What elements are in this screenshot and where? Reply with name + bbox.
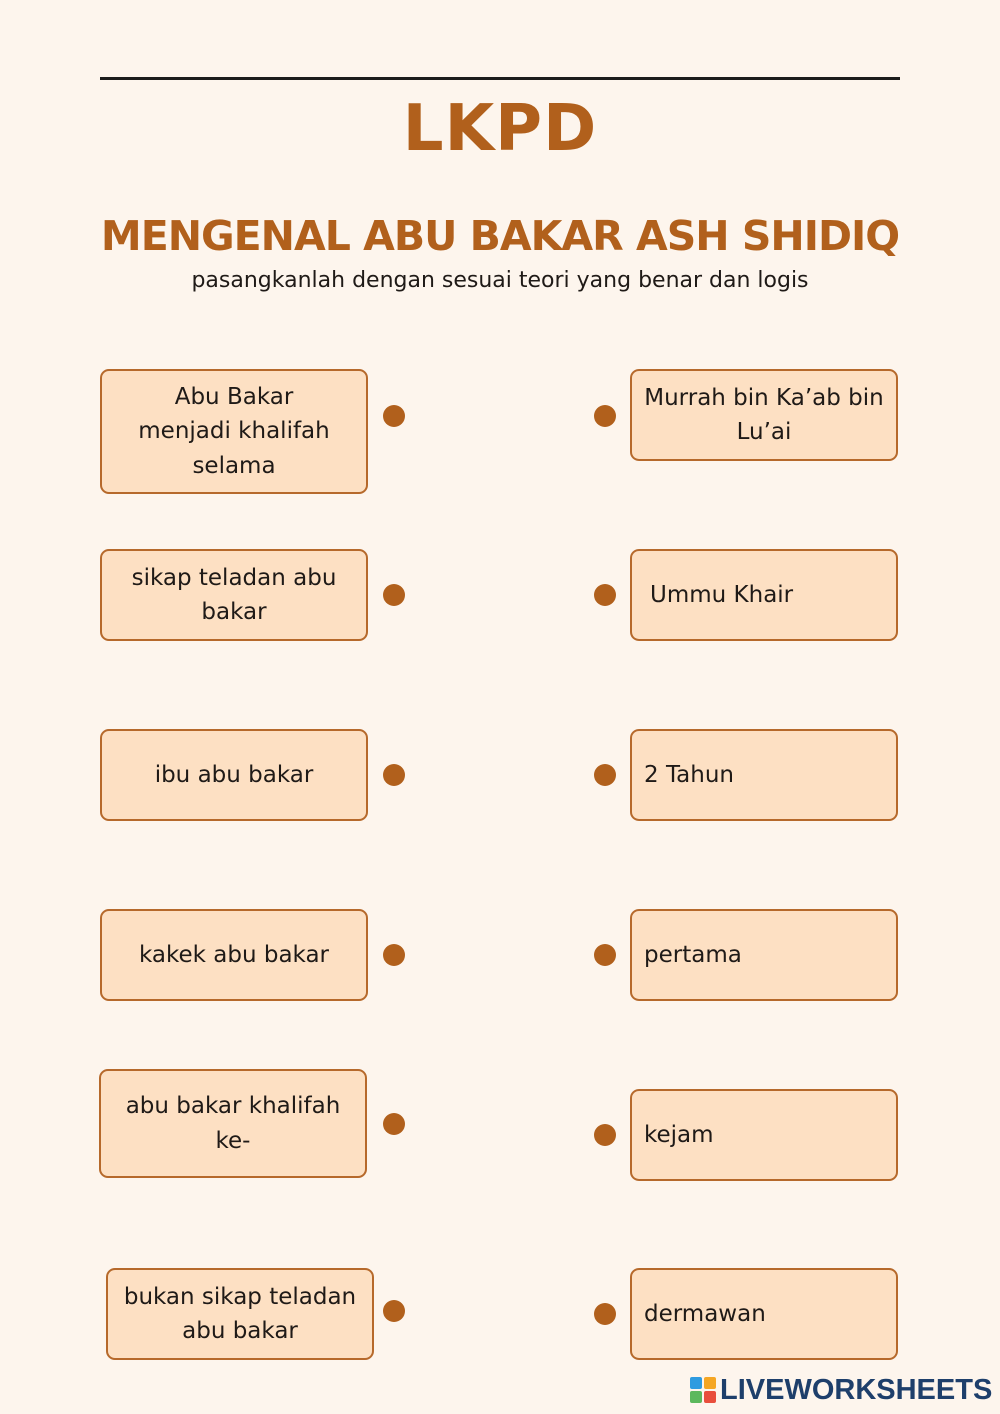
left-connector-dot-3[interactable] [383, 764, 405, 786]
left-connector-dot-6[interactable] [383, 1300, 405, 1322]
right-match-box-1[interactable] [630, 369, 898, 461]
left-match-text: kakek abu bakar [138, 941, 330, 968]
logo-square [704, 1377, 716, 1389]
logo-square [690, 1391, 702, 1403]
right-match-text: dermawan [644, 1300, 766, 1327]
logo-square [690, 1377, 702, 1389]
left-match-text: bukan sikap teladan abu bakar [123, 1283, 357, 1344]
left-match-box-4[interactable] [100, 909, 368, 1001]
left-match-text: abu bakar khalifah ke- [125, 1093, 341, 1154]
left-match-box-2[interactable] [100, 549, 368, 641]
top-divider [100, 77, 900, 80]
right-connector-dot-6[interactable] [594, 1303, 616, 1325]
right-connector-dot-2[interactable] [594, 584, 616, 606]
page-subtitle: MENGENAL ABU BAKAR ASH SHIDIQ [100, 212, 900, 260]
left-match-text: ibu abu bakar [154, 761, 314, 788]
left-connector-dot-1[interactable] [383, 405, 405, 427]
right-match-text: Ummu Khair [650, 581, 794, 608]
right-match-box-3[interactable] [630, 729, 898, 821]
liveworksheets-logo-icon [690, 1377, 716, 1403]
brand-name: LIVEWORKSHEETS [720, 1373, 993, 1406]
instruction-text: pasangkanlah dengan sesuai teori yang benar dan logis [191, 268, 809, 293]
right-match-text: 2 Tahun [644, 761, 735, 788]
right-match-text: kejam [644, 1121, 714, 1148]
left-match-text: sikap teladan abu bakar [131, 564, 337, 625]
left-connector-dot-5[interactable] [383, 1113, 405, 1135]
right-connector-dot-5[interactable] [594, 1124, 616, 1146]
left-match-box-1[interactable] [100, 369, 368, 494]
right-match-box-5[interactable] [630, 1089, 898, 1181]
left-match-box-3[interactable] [100, 729, 368, 821]
right-connector-dot-1[interactable] [594, 405, 616, 427]
page-title: LKPD [402, 92, 598, 166]
left-match-box-5[interactable] [99, 1069, 367, 1178]
right-match-box-2[interactable] [630, 549, 898, 641]
liveworksheets-brand[interactable] [690, 1374, 992, 1406]
right-match-box-6[interactable] [630, 1268, 898, 1360]
left-connector-dot-4[interactable] [383, 944, 405, 966]
right-match-text: Murrah bin Ka’ab bin Lu’ai [644, 384, 884, 445]
left-match-box-6[interactable] [106, 1268, 374, 1360]
right-connector-dot-4[interactable] [594, 944, 616, 966]
right-match-text: pertama [644, 941, 742, 968]
right-match-box-4[interactable] [630, 909, 898, 1001]
logo-square [704, 1391, 716, 1403]
right-connector-dot-3[interactable] [594, 764, 616, 786]
left-match-text: Abu Bakar menjadi khalifah selama [138, 383, 330, 479]
left-connector-dot-2[interactable] [383, 584, 405, 606]
